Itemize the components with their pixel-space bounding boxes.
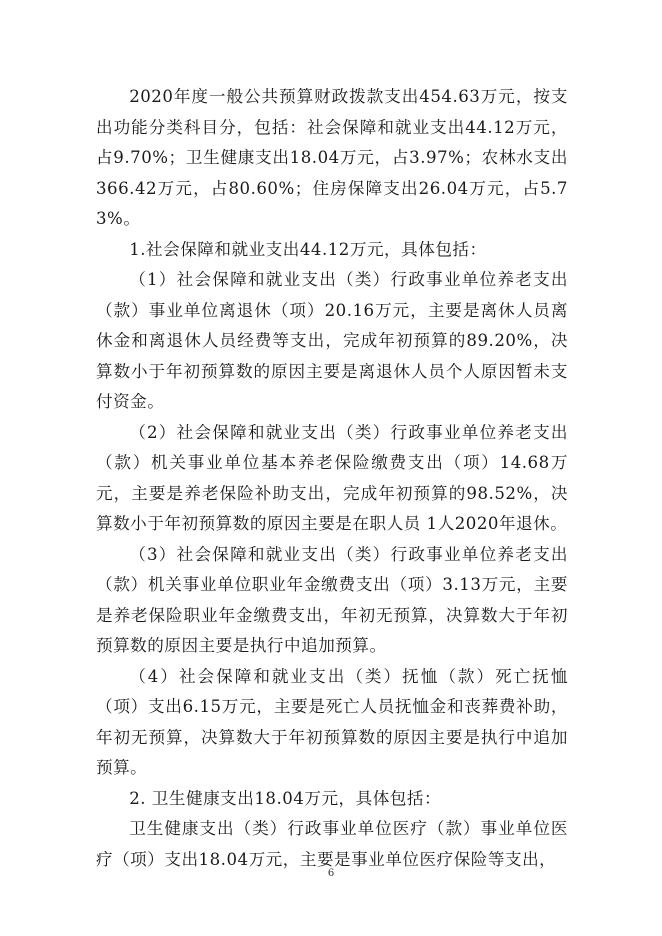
paragraph-item-3: （3）社会保障和就业支出（类）行政事业单位养老支出（款）机关事业单位职业年金缴费支出（项）3.13万元，主要是养老保险职业年金缴费支出，年初无预算，决算数大于年初预算数的原因主要是执行中追加预算。 — [96, 544, 568, 655]
page-number: 6 — [327, 868, 335, 879]
paragraph-item-2: （2）社会保障和就业支出（类）行政事业单位养老支出（款）机关事业单位基本养老保险缴费支出（项）14.68万元，主要是养老保险补助支出，完成年初预算的98.52%，决算数小于年初预算数的原因主要是在职人员 1人2020年退休。 — [96, 422, 568, 533]
heading-health: 2. 卫生健康支出18.04万元，具体包括： — [129, 788, 442, 808]
heading-social-security: 1.社会保障和就业支出44.12万元，具体包括： — [129, 239, 487, 259]
paragraph-item-4: （4）社会保障和就业支出（类）抚恤（款）死亡抚恤（项）支出6.15万元，主要是死亡人员抚恤金和丧葬费补助，年初无预算，决算数大于年初预算数的原因主要是执行中追加预算。 — [96, 666, 568, 777]
paragraph-item-1: （1）社会保障和就业支出（类）行政事业单位养老支出（款）事业单位离退休（项）20.16万元，主要是离休人员离休金和离退休人员经费等支出，完成年初预算的89.20%，决算数小于年初预算数的原因主要是离退休人员个人原因暂未支付资金。 — [96, 270, 568, 411]
paragraph-health-detail: 卫生健康支出（类）行政事业单位医疗（款）事业单位医疗（项）支出18.04万元，主要是事业单位医疗保险等支出， — [96, 819, 568, 869]
paragraph-summary: 2020年度一般公共预算财政拨款支出454.63万元，按支出功能分类科目分，包括：社会保障和就业支出44.12万元，占9.70%；卫生健康支出18.04万元，占3.97%；农林水支出366.42万元，占80.60%；住房保障支出26.04万元，占5.73%。 — [96, 87, 568, 228]
body-text — [96, 82, 568, 875]
